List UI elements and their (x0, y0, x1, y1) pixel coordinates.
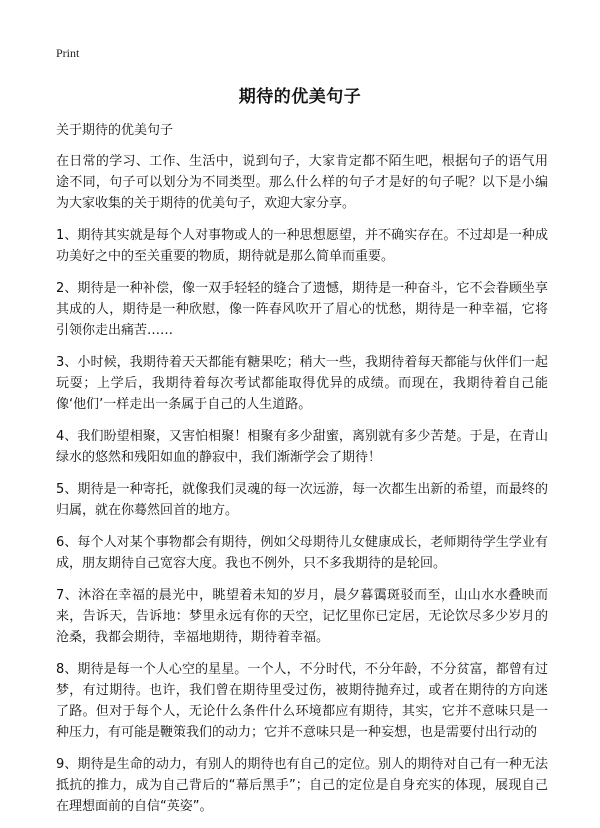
paragraph-6: 6、每个人对某个事物都会有期待，例如父母期待儿女健康成长，老师期待学生学业有成，朋友期待自己宽容大度。我也不例外，只不多我期待的是轮回。 (56, 535, 548, 571)
paragraph-2: 2、期待是一种补偿，像一双手轻轻的缝合了遗憾，期待是一种奋斗，它不会眷顾坐享其成的人，期待是一种欣慰，像一阵春风吹开了眉心的忧愁，期待是一种幸福，它将引领你走出痛苦…… (56, 281, 548, 338)
page-title: 期待的优美句子 (238, 87, 362, 107)
paragraph-1: 1、期待其实就是每个人对事物或人的一种思想愿望，并不确实存在。不过却是一种成功美好之中的至关重要的物质，期待就是那么简单而重要。 (56, 228, 548, 264)
paragraph-7: 7、沐浴在幸福的晨光中，眺望着未知的岁月，晨夕暮霭斑驳而至，山山水水叠映而来，告诉天，告诉地：梦里永远有你的天空，记忆里你已定居，无论饮尽多少岁月的沧桑，我都会期待，幸福地期待，期待着幸福。 (56, 588, 548, 645)
paragraph-9: 9、期待是生命的动力，有别人的期待也有自己的定位。别人的期待对自己有一种无法抵抗的推力，成为自己背后的“幕后黑手”；自己的定位是自身充实的体现，展现自己在理想面前的自信“英姿”。 (56, 757, 548, 814)
paragraph-4: 4、我们盼望相聚，又害怕相聚！相聚有多少甜蜜，离别就有多少苦楚。于是，在青山绿水的悠然和残阳如血的静寂中，我们渐渐学会了期待！ (56, 429, 548, 465)
paragraph-3: 3、小时候，我期待着天天都能有糖果吃；稍大一些，我期待着每天都能与伙伴们一起玩耍；上学后，我期待着每次考试都能取得优异的成绩。而现在，我期待着自己能像‘他们’一样走出一条属于自己的人生道路。 (56, 355, 548, 412)
paragraph-5: 5、期待是一种寄托，就像我们灵魂的每一次远游，每一次都生出新的希望，而最终的归属，就在你蓦然回首的地方。 (56, 482, 548, 518)
paragraph-8: 8、期待是每一个人心空的星星。一个人，不分时代，不分年龄，不分贫富，都曾有过梦，有过期待。也许，我们曾在期待里受过伤，被期待抛弃过，或者在期待的方向迷了路。但对于每个人，无论什么条件什么环境都应有期待，其实，它并不意味只是一种压力，有可能是鞭策我们的动力；它并不意味只是一种妄想，也是需要付出行动的 (56, 662, 548, 740)
article-subtitle: 关于期待的优美句子 (56, 123, 174, 138)
article-body (56, 120, 548, 828)
intro-paragraph: 在日常的学习、工作、生活中，说到句子，大家肯定都不陌生吧，根据句子的语气用途不同，句子可以划分为不同类型。那么什么样的句子才是好的句子呢？以下是小编为大家收集的关于期待的优美句子，欢迎大家分享。 (56, 154, 548, 211)
print-link[interactable]: Print (56, 46, 80, 60)
